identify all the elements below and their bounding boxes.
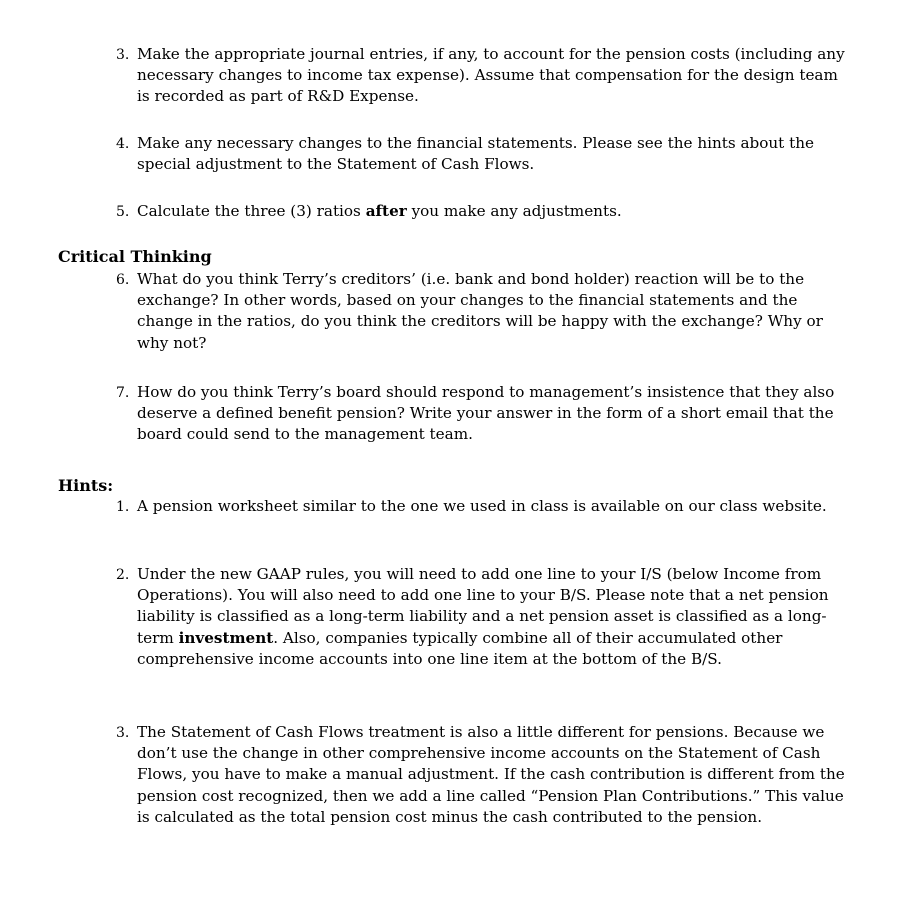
question-number: 4. <box>116 136 130 152</box>
question-4 <box>116 133 846 175</box>
question-3 <box>116 44 846 108</box>
hint-number: 3. <box>116 725 130 741</box>
question-6 <box>116 269 846 354</box>
critical-thinking-heading: Critical Thinking <box>58 247 212 266</box>
question-number: 3. <box>116 47 130 63</box>
hint-text: A pension worksheet similar to the one we used in class is available on our class website. <box>137 497 827 515</box>
question-7 <box>116 382 846 446</box>
question-text: Make any necessary changes to the financial statements. Please see the hints about the special adjustment to the Statement of Cash Flows. <box>137 134 814 174</box>
question-5 <box>116 201 846 222</box>
hint-3 <box>116 722 846 828</box>
hint-number: 2. <box>116 567 130 583</box>
question-text: How do you think Terry’s board should respond to management’s insistence that they also deserve a defined benefit pension? Write your answer in the form of a short email that the board could send to the management team. <box>137 383 835 444</box>
question-number: 7. <box>116 385 130 401</box>
hint-number: 1. <box>116 499 130 515</box>
hint-text: The Statement of Cash Flows treatment is also a little different for pensions. Because we don’t use the change in other comprehensive income accounts on the Statement of Cash Flows, you have to make a manual adjustment. If the cash contribution is different from the pension cost recognized, then we add a line called “Pension Plan Contributions.” This value is calculated as the total pension cost minus the cash contributed to the pension. <box>137 723 845 826</box>
question-text: Calculate the three (3) ratios after you make any adjustments. <box>137 202 622 220</box>
question-number: 6. <box>116 272 130 288</box>
question-text: Make the appropriate journal entries, if any, to account for the pension costs (including any necessary changes to income tax expense). Assume that compensation for the design team is recorded as part of R&D Expense. <box>137 45 845 106</box>
hint-text: Under the new GAAP rules, you will need to add one line to your I/S (below Income from Operations). You will also need to add one line to your B/S. Please note that a net pension liability is classified as a long-term liability and a net pension asset is classified as a long-term investment. Also, companies typically combine all of their accumulated other comprehensive income accounts into one line item at the bottom of the B/S. <box>137 565 829 668</box>
question-text: What do you think Terry’s creditors’ (i.e. bank and bond holder) reaction will be to the exchange? In other words, based on your changes to the financial statements and the change in the ratios, do you think the creditors will be happy with the exchange? Why or why not? <box>137 270 823 352</box>
question-number: 5. <box>116 204 130 220</box>
hints-heading: Hints: <box>58 476 114 495</box>
hint-1 <box>116 496 846 517</box>
hint-2 <box>116 564 846 670</box>
